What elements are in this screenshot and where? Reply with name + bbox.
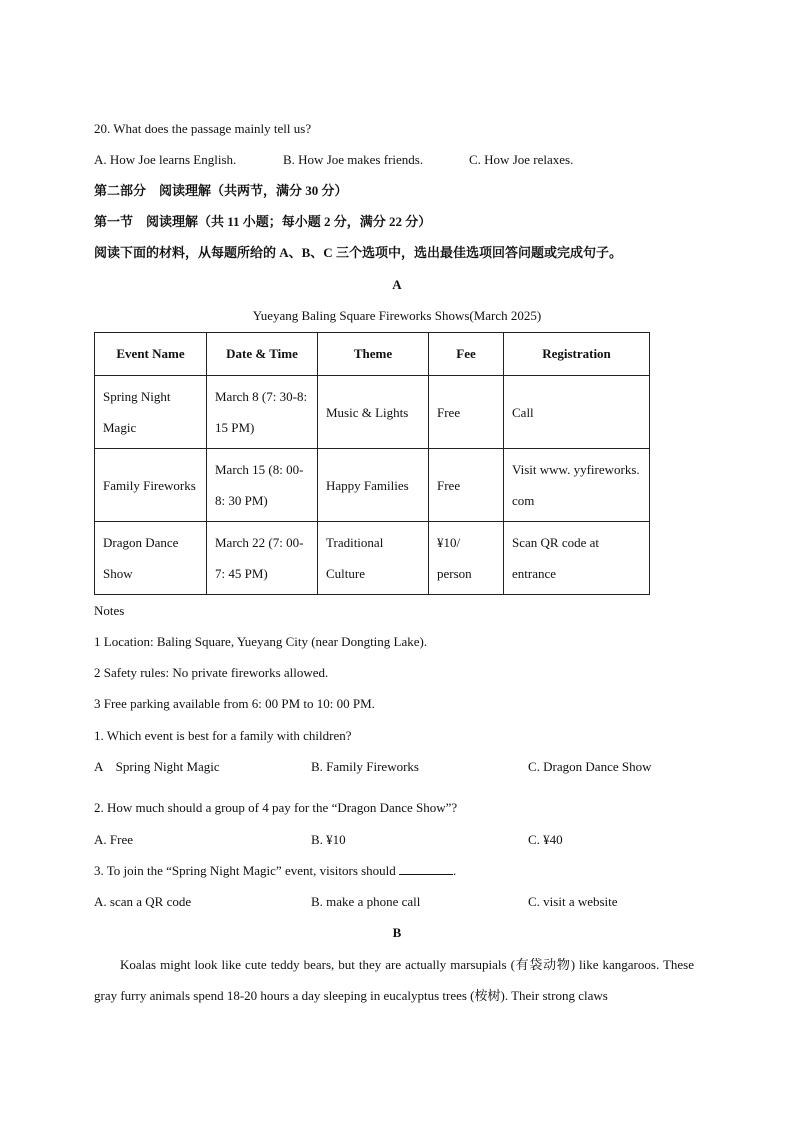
q3-question-end: . xyxy=(453,863,457,878)
q2-question: 2. How much should a group of 4 pay for the “Dragon Dance Show”? xyxy=(94,800,458,815)
cell-registration: Scan QR code at entrance xyxy=(504,522,650,595)
cell-registration: Call xyxy=(504,376,650,449)
cell-date-time: March 8 (7: 30-8: 15 PM) xyxy=(207,376,318,449)
cell-fee: Free xyxy=(429,449,504,522)
cell-theme: Music & Lights xyxy=(318,376,429,449)
q1-option-c: C. Dragon Dance Show xyxy=(528,759,652,774)
section2-heading: 第二部分 阅读理解（共两节，满分 30 分） xyxy=(94,183,348,198)
passage-b-letter: B xyxy=(392,925,402,940)
cell-theme: Traditional Culture xyxy=(318,522,429,595)
cell-event-name: Dragon Dance Show xyxy=(95,522,207,595)
note-item: 3 Free parking available from 6: 00 PM to 10: 00 PM. xyxy=(94,696,375,711)
cell-event-name: Spring Night Magic xyxy=(95,376,207,449)
q1-option-a: A Spring Night Magic xyxy=(94,759,220,774)
passage-a-title: Yueyang Baling Square Fireworks Shows(March 2025) xyxy=(252,308,542,323)
passage-b-text xyxy=(94,949,694,1011)
cell-fee: ¥10/ person xyxy=(429,522,504,595)
note-item: 1 Location: Baling Square, Yueyang City (near Dongting Lake). xyxy=(94,634,428,649)
q20-option-a: A. How Joe learns English. xyxy=(94,152,237,167)
note-item: 2 Safety rules: No private fireworks allowed. xyxy=(94,665,329,680)
q3-option-c: C. visit a website xyxy=(528,894,618,909)
q2-option-c: C. ¥40 xyxy=(528,832,563,847)
q3-question xyxy=(94,863,456,879)
q3-option-b: B. make a phone call xyxy=(311,894,421,909)
cell-registration: Visit www. yyfireworks. com xyxy=(504,449,650,522)
q3-question-text: 3. To join the “Spring Night Magic” event, visitors should xyxy=(94,863,396,878)
header-theme: Theme xyxy=(318,333,429,376)
q1-question: 1. Which event is best for a family with children? xyxy=(94,728,352,743)
q20-option-b: B. How Joe makes friends. xyxy=(283,152,424,167)
q2-option-b: B. ¥10 xyxy=(311,832,346,847)
cell-date-time: March 15 (8: 00-8: 30 PM) xyxy=(207,449,318,522)
table-row xyxy=(95,376,650,449)
cell-theme: Happy Families xyxy=(318,449,429,522)
header-date-time: Date & Time xyxy=(207,333,318,376)
answer-blank xyxy=(399,863,453,875)
header-event-name: Event Name xyxy=(95,333,207,376)
q1-option-b: B. Family Fireworks xyxy=(311,759,419,774)
cell-date-time: March 22 (7: 00-7: 45 PM) xyxy=(207,522,318,595)
section1-heading: 第一节 阅读理解（共 11 小题；每小题 2 分，满分 22 分） xyxy=(94,214,432,229)
passage-a-letter: A xyxy=(392,277,402,292)
table-row xyxy=(95,449,650,522)
cell-event-name: Family Fireworks xyxy=(95,449,207,522)
fireworks-events-table xyxy=(94,332,650,595)
notes-title: Notes xyxy=(94,603,125,618)
passage-b-body: Koalas might look like cute teddy bears, but they are actually marsupials (有袋动物) like kangaroos. These gray furry animals spend 18-20 hours a day sleeping in eucalyptus trees (桉树). Their strong claws xyxy=(94,957,694,1003)
header-registration: Registration xyxy=(504,333,650,376)
q2-option-a: A. Free xyxy=(94,832,133,847)
table-row xyxy=(95,522,650,595)
q3-option-a: A. scan a QR code xyxy=(94,894,192,909)
table-header-row xyxy=(95,333,650,376)
q20-option-c: C. How Joe relaxes. xyxy=(469,152,574,167)
q20-question: 20. What does the passage mainly tell us? xyxy=(94,121,312,136)
instructions: 阅读下面的材料，从每题所给的 A、B、C 三个选项中，选出最佳选项回答问题或完成句子。 xyxy=(94,245,622,260)
header-fee: Fee xyxy=(429,333,504,376)
cell-fee: Free xyxy=(429,376,504,449)
